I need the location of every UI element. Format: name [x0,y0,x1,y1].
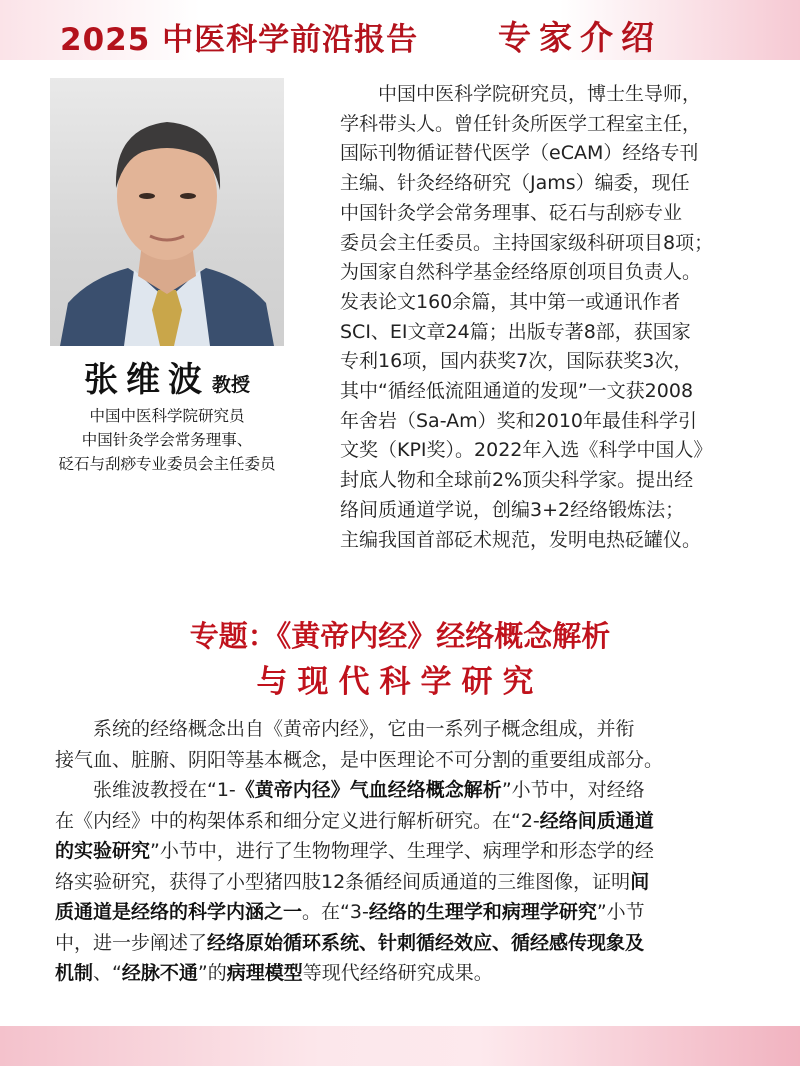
body-text: ”小节中，对经络 [501,779,645,801]
body-text: ”小节中，进行了生物物理学、生理学、病理学和形态学的经 [150,840,654,862]
expert-title: 教授 [211,374,250,396]
bio-line: 其中“循经低流阻通道的发现”一文获2008 [340,380,694,403]
bio-line: 文奖（KPI奖）。2022年入选《科学中国人》 [340,439,713,462]
expert-name-line [50,352,284,401]
body-bold: 经络原始循环系统、针刺循经效应、循经感传现象及 [207,931,645,954]
section-title: 专家介绍 [498,18,662,57]
bio-line: 学科带头人。曾任针灸所医学工程室主任， [340,112,702,135]
topic-line-2: 与现代科学研究 [256,664,544,700]
page-header [0,14,800,58]
bio-line: 为国家自然科学基金经络原创项目负责人。 [340,261,702,284]
bio-line: 专利16项，国内获奖7次，国际获奖3次， [340,350,693,373]
body-bold: 经脉不通 [121,962,198,984]
bio-line: 国际刊物循证替代医学（eCAM）经络专刊 [340,142,699,165]
bio-line: 委员会主任委员。主持国家级科研项目8项； [340,231,714,254]
body-bold: 经络的生理学和病理学研究 [368,901,597,923]
bio-line: SCI、EI文章24篇；出版专著8部，获国家 [340,320,691,343]
body-text: 络实验研究，获得了小型猪四肢12条循经间质通道的三维图像，证明 [55,870,631,893]
expert-bio [340,80,780,555]
body-text: 中，进一步阐述了 [55,931,208,954]
body-bold: 病理模型 [226,962,303,984]
bio-line: 络间质通道学说，创编3+2经络锻炼法； [340,498,685,521]
expert-portrait [50,78,284,346]
bio-line: 年舍岩（Sa-Am）奖和2010年最佳科学引 [340,409,698,432]
bio-line: 主编、针灸经络研究（Jams）编委，现任 [340,172,690,195]
body-line [55,897,775,928]
body-text: 、“ [93,962,122,984]
expert-affiliations [20,404,314,476]
body-bold: 机制 [55,962,94,984]
body-bold: 质通道是经络的科学内涵之一 [55,901,303,923]
body-bold: 间 [630,870,650,893]
footer-band [0,1026,800,1066]
affiliation-line: 中国中医科学院研究员 [89,407,245,425]
bio-line: 封底人物和全球前2%顶尖科学家。提出经 [340,469,694,492]
body-line [55,928,775,959]
expert-name: 张维波 [83,360,210,400]
body-line: 系统的经络概念出自《黄帝内经》，它由一系列子概念组成，并衔 [55,718,635,740]
body-bold: 的实验研究 [55,840,151,862]
affiliation-line: 砭石与刮痧专业委员会主任委员 [58,455,276,473]
bio-line: 中国针灸学会常务理事、砭石与刮痧专业 [340,201,683,224]
body-line [55,836,775,867]
body-text: 等现代经络研究成果。 [302,962,493,984]
body-line [55,775,775,806]
body-bold: 《黄帝内径》气血经络概念解析 [235,779,502,801]
affiliation-line: 中国针灸学会常务理事、 [81,431,253,449]
body-text: 张维波教授在“1- [55,779,236,801]
topic-description [55,714,775,989]
report-title: 2025 中医科学前沿报告 [60,22,419,58]
body-line [55,806,775,837]
body-line [55,958,775,989]
body-line: 接气血、脏腑、阴阳等基本概念，是中医理论不可分割的重要组成部分。 [55,748,664,771]
bio-line: 主编我国首部砭术规范，发明电热砭罐仪。 [340,528,702,551]
topic-line-1: 专题：《黄帝内经》经络概念解析 [189,619,611,653]
body-line [55,867,775,898]
bio-line: 发表论文160余篇，其中第一或通讯作者 [340,290,681,313]
body-text: 。在“3- [302,901,369,923]
body-text: 在《内经》中的构架体系和细分定义进行解析研究。在“2- [55,809,540,832]
bio-line: 中国中医科学院研究员，博士生导师， [340,83,702,105]
body-text: ”的 [197,962,227,984]
body-text: ”小节 [596,901,645,923]
body-bold: 经络间质通道 [539,809,654,832]
topic-heading [0,616,800,704]
